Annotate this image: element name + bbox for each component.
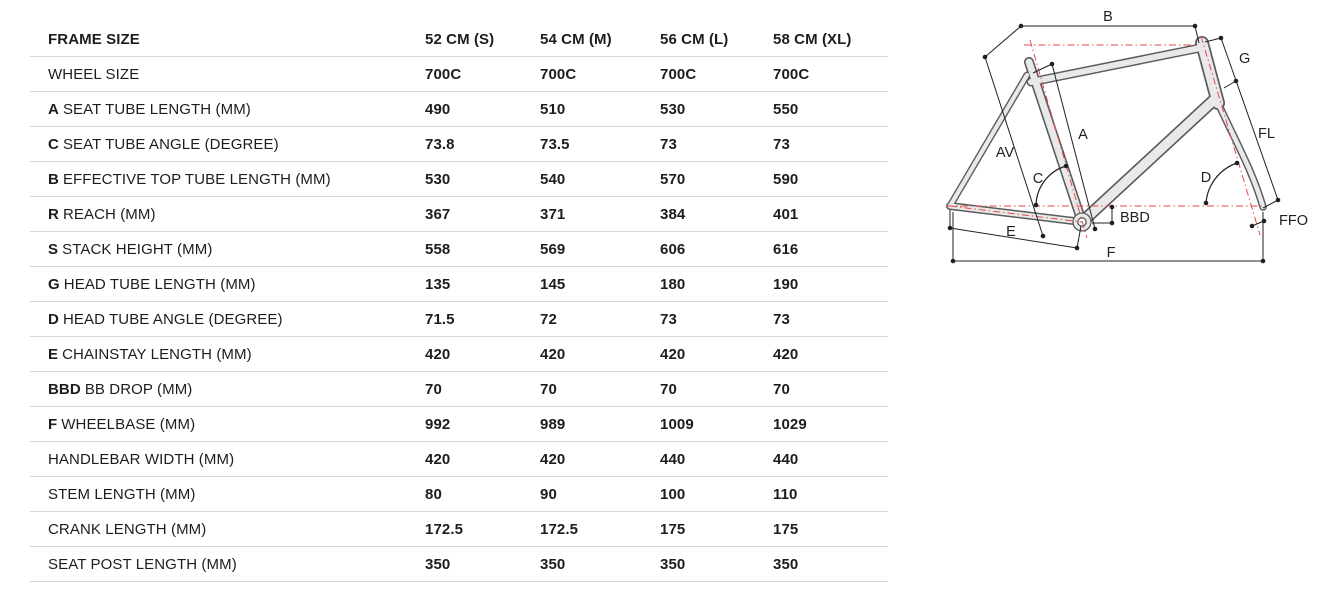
spec-value-cell: 350 xyxy=(773,555,799,573)
spec-value-cell: 700C xyxy=(425,65,462,83)
spec-value-cell: 190 xyxy=(773,275,799,293)
spec-value-cell: 700C xyxy=(540,65,577,83)
spec-value-cell: 420 xyxy=(425,345,451,363)
spec-value-cell: 72 xyxy=(540,310,557,328)
spec-row-label xyxy=(48,451,425,468)
spec-value-cell: 490 xyxy=(425,100,451,118)
spec-value-cell: 70 xyxy=(660,380,677,398)
spec-row-name: EFFECTIVE TOP TUBE LENGTH (MM) xyxy=(62,170,331,188)
spec-table-row xyxy=(30,92,888,127)
spec-value-cell: 175 xyxy=(660,520,686,538)
spec-value-cell: 569 xyxy=(540,240,566,258)
label-wheelbase-F: F xyxy=(1106,245,1116,261)
spec-row-letter: E xyxy=(48,345,59,363)
spec-table-row xyxy=(30,407,888,442)
spec-row-name: HEAD TUBE ANGLE (DEGREE) xyxy=(62,310,283,328)
spec-row-label xyxy=(48,381,425,398)
spec-row-letter: S xyxy=(48,240,59,258)
spec-row-label xyxy=(48,206,425,223)
label-head-angle-D: D xyxy=(1200,170,1212,186)
label-chainstay-E: E xyxy=(1006,224,1016,240)
spec-value-cell: 700C xyxy=(660,65,697,83)
spec-value-cell: 540 xyxy=(540,170,566,188)
spec-header-col-m: 54 CM (M) xyxy=(540,30,612,48)
label-fork-length-FL: FL xyxy=(1258,126,1275,142)
label-virtual-seat-AV: AV xyxy=(995,145,1015,161)
spec-value-cell: 367 xyxy=(425,205,451,223)
spec-value-cell: 420 xyxy=(660,345,686,363)
spec-row-name: SEAT TUBE ANGLE (DEGREE) xyxy=(62,135,279,153)
spec-row-letter: A xyxy=(48,100,59,118)
spec-row-label xyxy=(48,556,425,573)
spec-row-name: CHAINSTAY LENGTH (MM) xyxy=(62,345,252,363)
spec-row-letter: BBD xyxy=(48,380,81,398)
spec-table-row xyxy=(30,302,888,337)
spec-value-cell: 73 xyxy=(660,135,677,153)
spec-value-cell: 73 xyxy=(773,135,790,153)
spec-value-cell: 1029 xyxy=(773,415,807,433)
spec-table-row xyxy=(30,547,888,582)
spec-value-cell: 100 xyxy=(660,485,686,503)
spec-row-letter: R xyxy=(48,205,59,223)
spec-row-letter: D xyxy=(48,310,59,328)
spec-row-label xyxy=(48,346,425,363)
spec-value-cell: 401 xyxy=(773,205,799,223)
spec-table-row xyxy=(30,267,888,302)
spec-table-row xyxy=(30,477,888,512)
spec-value-cell: 558 xyxy=(425,240,451,258)
spec-value-cell: 550 xyxy=(773,100,799,118)
spec-value-cell: 1009 xyxy=(660,415,694,433)
frame-geometry-diagram xyxy=(934,0,1324,280)
spec-table-row xyxy=(30,127,888,162)
spec-value-cell: 570 xyxy=(660,170,686,188)
spec-table-row xyxy=(30,337,888,372)
spec-value-cell: 73 xyxy=(660,310,677,328)
spec-value-cell: 110 xyxy=(773,485,798,503)
label-top-tube-B: B xyxy=(1103,9,1113,25)
spec-table-row xyxy=(30,162,888,197)
spec-row-label xyxy=(48,136,425,153)
spec-header-col-l: 56 CM (L) xyxy=(660,30,729,48)
spec-value-cell: 350 xyxy=(660,555,686,573)
spec-table-row xyxy=(30,57,888,92)
label-bb-drop-BBD: BBD xyxy=(1120,210,1150,226)
spec-value-cell: 989 xyxy=(540,415,566,433)
spec-row-letter: B xyxy=(48,170,59,188)
spec-row-name: CRANK LENGTH (MM) xyxy=(48,520,207,538)
spec-value-cell: 992 xyxy=(425,415,451,433)
label-fork-offset-FFO: FFO xyxy=(1279,213,1308,229)
dimension-dots xyxy=(948,24,1281,264)
spec-value-cell: 73.5 xyxy=(540,135,570,153)
spec-row-label xyxy=(48,171,425,188)
spec-row-label xyxy=(48,241,425,258)
spec-value-cell: 616 xyxy=(773,240,799,258)
spec-value-cell: 172.5 xyxy=(540,520,579,538)
spec-row-letter: F xyxy=(48,415,58,433)
spec-table-row xyxy=(30,197,888,232)
spec-value-cell: 70 xyxy=(425,380,442,398)
spec-row-label xyxy=(48,66,425,83)
spec-table-row xyxy=(30,232,888,267)
spec-value-cell: 440 xyxy=(773,450,799,468)
spec-table-row xyxy=(30,372,888,407)
spec-value-cell: 440 xyxy=(660,450,686,468)
spec-value-cell: 70 xyxy=(773,380,790,398)
spec-value-cell: 384 xyxy=(660,205,686,223)
spec-table-row xyxy=(30,442,888,477)
spec-value-cell: 135 xyxy=(425,275,451,293)
spec-value-cell: 700C xyxy=(773,65,810,83)
spec-value-cell: 530 xyxy=(425,170,451,188)
spec-value-cell: 530 xyxy=(660,100,686,118)
spec-value-cell: 145 xyxy=(540,275,566,293)
spec-row-name: STEM LENGTH (MM) xyxy=(48,485,196,503)
spec-value-cell: 70 xyxy=(540,380,557,398)
spec-value-cell: 510 xyxy=(540,100,566,118)
spec-value-cell: 590 xyxy=(773,170,799,188)
spec-row-label xyxy=(48,521,425,538)
spec-value-cell: 73.8 xyxy=(425,135,455,153)
label-seat-angle-C: C xyxy=(1032,171,1044,187)
spec-value-cell: 420 xyxy=(773,345,799,363)
spec-row-name: STACK HEIGHT (MM) xyxy=(62,240,213,258)
spec-value-cell: 71.5 xyxy=(425,310,455,328)
spec-row-name: SEAT POST LENGTH (MM) xyxy=(48,555,237,573)
spec-value-cell: 420 xyxy=(425,450,451,468)
spec-value-cell: 180 xyxy=(660,275,686,293)
spec-header-label: FRAME SIZE xyxy=(48,30,140,48)
spec-row-name: WHEEL SIZE xyxy=(48,65,140,83)
spec-row-name: BB DROP (MM) xyxy=(84,380,193,398)
spec-header-col-s: 52 CM (S) xyxy=(425,30,495,48)
spec-value-cell: 350 xyxy=(425,555,451,573)
spec-table-body xyxy=(30,57,888,582)
frame-size-spec-table xyxy=(30,22,888,582)
spec-row-name: HANDLEBAR WIDTH (MM) xyxy=(48,450,235,468)
spec-row-name: SEAT TUBE LENGTH (MM) xyxy=(62,100,251,118)
spec-row-label xyxy=(48,416,425,433)
spec-row-letter: C xyxy=(48,135,59,153)
spec-row-name: REACH (MM) xyxy=(62,205,156,223)
spec-row-label xyxy=(48,311,425,328)
spec-value-cell: 175 xyxy=(773,520,799,538)
spec-value-cell: 371 xyxy=(540,205,566,223)
spec-table-row xyxy=(30,512,888,547)
spec-row-name: HEAD TUBE LENGTH (MM) xyxy=(63,275,256,293)
label-head-tube-G: G xyxy=(1239,51,1251,67)
spec-value-cell: 90 xyxy=(540,485,557,503)
spec-row-name: WHEELBASE (MM) xyxy=(61,415,196,433)
spec-value-cell: 172.5 xyxy=(425,520,464,538)
spec-row-label xyxy=(48,276,425,293)
spec-value-cell: 73 xyxy=(773,310,790,328)
spec-value-cell: 420 xyxy=(540,345,566,363)
spec-value-cell: 80 xyxy=(425,485,442,503)
spec-row-letter: G xyxy=(48,275,60,293)
spec-header-col-xl: 58 CM (XL) xyxy=(773,30,852,48)
spec-table-header-row xyxy=(30,22,888,57)
spec-row-label xyxy=(48,101,425,118)
spec-value-cell: 606 xyxy=(660,240,686,258)
spec-value-cell: 350 xyxy=(540,555,566,573)
spec-row-label xyxy=(48,486,425,503)
dim-ext-B-left xyxy=(985,26,1021,57)
spec-value-cell: 420 xyxy=(540,450,566,468)
label-seat-tube-A: A xyxy=(1078,127,1088,143)
